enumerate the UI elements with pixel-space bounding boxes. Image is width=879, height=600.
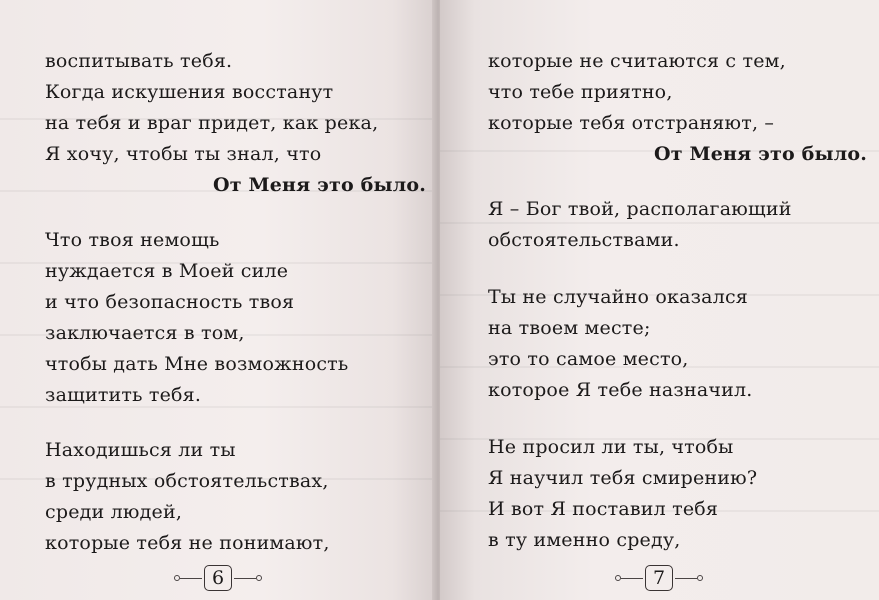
text-line: Я – Бог твой, располагающий: [488, 198, 792, 220]
text-line: на твоем месте;: [488, 317, 651, 339]
text-line: на тебя и враг придет, как река,: [45, 112, 379, 134]
text-line: Я научил тебя смирению?: [488, 467, 758, 489]
text-line: Когда искушения восстанут: [45, 81, 334, 103]
text-line: обстоятельствами.: [488, 229, 680, 251]
text-line: чтобы дать Мне возможность: [45, 353, 349, 375]
text-line: которое Я тебе назначил.: [488, 379, 753, 401]
text-line: в трудных обстоятельствах,: [45, 470, 329, 492]
ornament-icon: [697, 575, 703, 581]
text-line: которые тебя отстраняют, –: [488, 112, 775, 134]
text-line: которые тебя не понимают,: [45, 532, 330, 554]
right-page: [440, 0, 879, 600]
text-line: Я хочу, чтобы ты знал, что: [45, 143, 322, 165]
text-line: И вот Я поставил тебя: [488, 498, 719, 520]
left-page: [0, 0, 436, 600]
refrain-line: От Меня это было.: [213, 174, 427, 196]
text-line: это то самое место,: [488, 348, 689, 370]
text-line: Что твоя немощь: [45, 229, 220, 251]
text-line: что тебе приятно,: [488, 81, 673, 103]
text-line: которые не считаются с тем,: [488, 50, 786, 72]
ornament-rule: [234, 578, 256, 579]
text-line: Ты не случайно оказался: [488, 286, 748, 308]
ornament-icon: [256, 575, 262, 581]
text-line: нуждается в Моей силе: [45, 260, 289, 282]
text-line: заключается в том,: [45, 322, 245, 344]
text-line: защитить тебя.: [45, 384, 202, 406]
page-number-label: 7: [645, 565, 673, 591]
text-line: Находишься ли ты: [45, 439, 236, 461]
page-number-right: [614, 563, 704, 593]
text-line: воспитывать тебя.: [45, 50, 233, 72]
refrain-line: От Меня это было.: [654, 143, 868, 165]
page-number-label: 6: [204, 565, 232, 591]
text-line: в ту именно среду,: [488, 529, 681, 551]
text-line: Не просил ли ты, чтобы: [488, 436, 734, 458]
ornament-rule: [621, 578, 643, 579]
page-number-left: [173, 563, 263, 593]
ornament-rule: [675, 578, 697, 579]
text-line: и что безопасность твоя: [45, 291, 295, 313]
text-line: среди людей,: [45, 501, 183, 523]
ornament-rule: [180, 578, 202, 579]
